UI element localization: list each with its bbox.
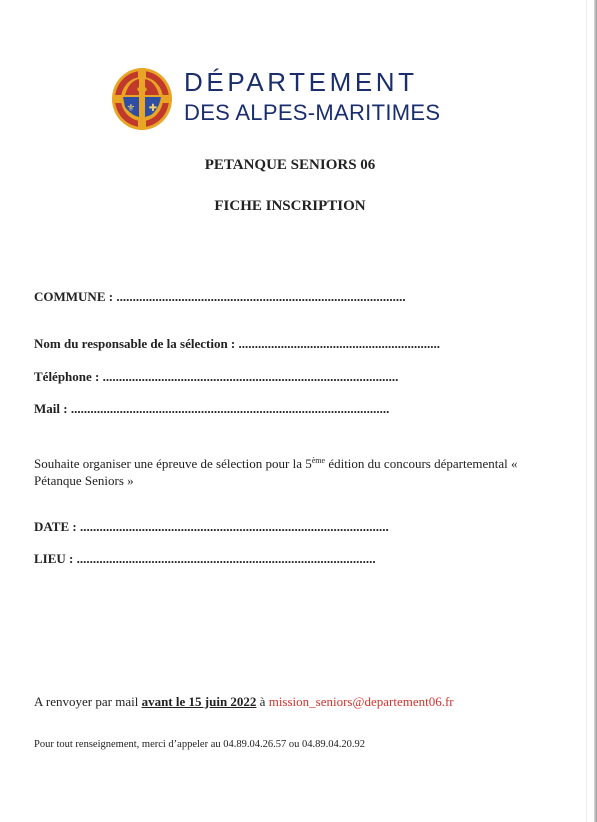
org-name-line1: DÉPARTEMENT bbox=[184, 67, 418, 97]
date-field: DATE : ............................................................................................... bbox=[34, 519, 389, 534]
commune-field: COMMUNE : ......................................................................................... bbox=[34, 289, 406, 304]
responsable-field: Nom du responsable de la sélection : .............................................................. bbox=[34, 336, 441, 351]
request-paragraph: Souhaite organiser une épreuve de sélection pour la 5ème édition du concours départemental « Pétanque Seniors » bbox=[34, 456, 518, 488]
department-logo bbox=[111, 67, 471, 133]
svg-text:✚: ✚ bbox=[148, 103, 158, 114]
org-name-line2: DES ALPES-MARITIMES bbox=[184, 100, 441, 125]
mail-field: Mail : .................................................................................................. bbox=[34, 401, 390, 416]
page-subtitle: FICHE INSCRIPTION bbox=[214, 198, 366, 214]
svg-text:♣: ♣ bbox=[135, 81, 149, 97]
department-emblem-icon bbox=[111, 67, 173, 131]
contact-email-link[interactable]: mission_seniors@departement06.fr bbox=[268, 694, 454, 709]
return-instructions: A renvoyer par mail avant le 15 juin 2022 à mission_seniors@departement06.fr bbox=[34, 694, 454, 709]
page-title: PETANQUE SENIORS 06 bbox=[204, 157, 376, 173]
telephone-field: Téléphone : ........................................................................................... bbox=[34, 369, 399, 384]
contact-info: Pour tout renseignement, merci d’appeler au 04.89.04.26.57 ou 04.89.04.20.92 bbox=[34, 739, 365, 750]
deadline: avant le 15 juin 2022 bbox=[141, 694, 257, 709]
svg-text:⚜: ⚜ bbox=[126, 103, 136, 114]
page-edge-line bbox=[586, 0, 587, 822]
lieu-field: LIEU : ............................................................................................ bbox=[34, 551, 376, 566]
